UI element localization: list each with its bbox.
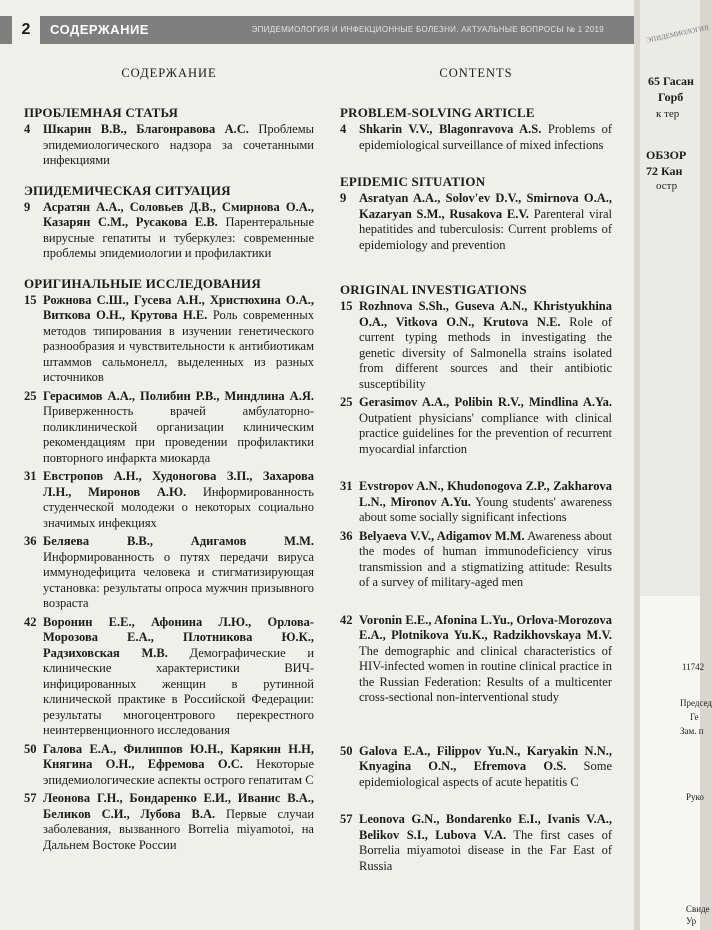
contents-entry[interactable] [340, 529, 612, 591]
entry-page: 42 [340, 612, 353, 627]
entry-title: Приверженность врачей амбулаторно-поликлинической организации клиническим рекомендациям при проведении профилактики повторного инфаркта миокарда [43, 404, 314, 465]
contents-entry[interactable] [24, 791, 314, 853]
contents-entry[interactable] [24, 742, 314, 789]
entry-title: Young students' awareness about some socially significant infections [359, 494, 612, 524]
adjacent-page-text: Зам. п [680, 726, 704, 736]
contents-entry[interactable] [24, 200, 314, 262]
entry-page: 15 [24, 292, 37, 307]
entry-authors: Леонова Г.Н., Бондаренко Е.И., Иванис В.А., Беликов С.И., Лубова В.А. [43, 791, 314, 821]
entry-page: 36 [340, 528, 353, 543]
page-number: 2 [12, 16, 40, 44]
section-heading: ORIGINAL INVESTIGATIONS [340, 282, 527, 297]
contents-title-ru: СОДЕРЖАНИЕ [121, 66, 217, 80]
contents-entry[interactable] [340, 613, 612, 706]
adjacent-page-text: 65 Гасан [648, 74, 694, 88]
contents-entry[interactable] [24, 122, 314, 169]
entry-authors: Voronin E.E., Afonina L.Yu., Orlova-Morozova E.A., Plotnikova Yu.K., Radzikhovskaya M.V. [359, 612, 612, 642]
section-heading: ЭПИДЕМИЧЕСКАЯ СИТУАЦИЯ [24, 182, 231, 198]
entry-authors: Герасимов А.А., Полибин Р.В., Миндлина А.Я. [43, 388, 314, 403]
entry-page: 25 [24, 388, 37, 403]
entry-authors: Gerasimov A.A., Polibin R.V., Mindlina A.Ya. [359, 395, 612, 409]
adjacent-page-text: Ге [690, 712, 699, 722]
entry-page: 57 [340, 812, 353, 826]
section-heading: PROBLEM-SOLVING ARTICLE [340, 105, 535, 120]
entry-authors: Galova E.A., Filippov Yu.N., Karyakin N.N., Knyagina O.N., Efremova O.S. [359, 743, 612, 773]
entry-page: 4 [340, 122, 347, 136]
entry-authors: Shkarin V.V., Blagonravova A.S. [359, 122, 542, 136]
entry-authors: Belyaeva V.V., Adigamov M.M. [359, 528, 525, 543]
entry-title: The first cases of Borrelia miyamotoi disease in the Far East of Russia [359, 827, 612, 873]
entry-title: Информированность студенческой молодежи о некоторых социально значимых инфекциях [43, 484, 314, 530]
contents-entry[interactable] [340, 395, 612, 457]
entry-title: Некоторые эпидемиологические аспекты острого гепатитам С [43, 757, 314, 787]
contents-entry[interactable] [24, 293, 314, 386]
adjacent-page-edge [640, 0, 712, 930]
adjacent-page-text: Ур [686, 916, 697, 926]
entry-title: Первые случаи заболевания, вызванного Borrelia miyamotoi, на Дальнем Востоке России [43, 806, 315, 852]
contents-entry[interactable] [340, 812, 612, 874]
entry-page: 36 [24, 534, 37, 548]
entry-title: Outpatient physicians' compliance with clinical practice guidelines for the prevention of recurrent myocardial infarction [359, 410, 612, 456]
entry-title: Информированность о путях передачи вируса иммунодефицита человека и стигматизирующая установка: результаты опроса мужчин призывного возраста [43, 549, 314, 610]
entry-title: Парентеральные вирусные гепатиты и туберкулез: современные проблемы эпидемиологии и профилактики [43, 215, 314, 260]
entry-page: 42 [24, 614, 37, 629]
adjacent-page-text: Горб [658, 90, 684, 104]
section-heading: ОРИГИНАЛЬНЫЕ ИССЛЕДОВАНИЯ [24, 275, 261, 291]
section-heading: EPIDEMIC SITUATION [340, 174, 486, 189]
contents-entry[interactable] [340, 479, 612, 526]
entry-page: 50 [340, 743, 353, 758]
entry-page: 57 [24, 791, 37, 805]
contents-entry[interactable] [340, 299, 612, 392]
entry-authors: Беляева В.В., Адигамов М.М. [43, 534, 314, 548]
entry-title: Problems of epidemiological surveillance of mixed infections [359, 122, 612, 152]
adjacent-page-text: остр [656, 180, 678, 192]
entry-authors: Шкарин В.В., Благонравова А.С. [43, 122, 249, 136]
entry-title: Role of current typing methods in investigating the genetic diversity of Salmonella strains isolated from different sources and their antibiotic susceptibility [359, 314, 612, 391]
section-heading: ПРОБЛЕМНАЯ СТАТЬЯ [24, 105, 179, 120]
entry-authors: Rozhnova S.Sh., Guseva A.N., Khristyukhina O.A., Vitkova O.N., Krutova N.E. [359, 299, 612, 329]
entry-authors: Галова Е.А., Филиппов Ю.Н., Карякин Н.Н, Княгина О.Н., Ефремова О.С. [43, 741, 314, 771]
adjacent-page-text: 72 Кан [646, 164, 683, 178]
contents-russian-column [24, 66, 314, 856]
entry-page: 31 [340, 479, 353, 493]
adjacent-page-text: 11742 [682, 662, 705, 672]
entry-page: 9 [340, 191, 347, 205]
entry-title: Parenteral viral hepatitides and tuberculosis: Current problems of epidemiology and prevention [359, 206, 613, 252]
entry-title: Проблемы эпидемиологического надзора за сочетанными инфекциями [43, 122, 315, 167]
adjacent-page-text: ОБЗОР [646, 148, 687, 162]
contents-english-column [340, 66, 612, 877]
entry-title: Демографические и клинические характеристики ВИЧ-инфицированных женщин в рутинной клинической практике в Российской Федерации: результаты многоцентрового перекрестного неинтервенционного исследования [43, 645, 315, 737]
contents-entry[interactable] [24, 534, 314, 612]
entry-title: Some epidemiological aspects of acute hepatitis C [359, 759, 613, 789]
entry-title: Роль современных методов типирования в изучении генетического разнообразия и чувствительности к антибиотикам штаммов сальмонелл, выделенных из разных источников [43, 308, 314, 384]
adjacent-page-text: к тер [656, 108, 680, 120]
entry-page: 15 [340, 299, 353, 313]
entry-authors: Leonova G.N., Bondarenko E.I., Ivanis V.A., Belikov S.I., Lubova V.A. [359, 812, 612, 842]
contents-entry[interactable] [24, 469, 314, 531]
contents-entry[interactable] [24, 615, 314, 739]
entry-page: 9 [24, 199, 31, 214]
contents-entry[interactable] [24, 389, 314, 467]
entry-title: Awareness about the modes of human immunodeficiency virus transmission and a stigmatizing attitude: Results of a survey of military-aged men [359, 528, 612, 589]
contents-entry[interactable] [340, 744, 612, 791]
adjacent-page-text: Председ [680, 698, 712, 708]
contents-entry[interactable] [340, 122, 612, 153]
entry-authors: Воронин Е.Е., Афонина Л.Ю., Орлова-Морозова Е.А., Плотникова Ю.К., Радзиховская М.В. [43, 614, 314, 660]
entry-authors: Evstropov A.N., Khudonogova Z.P., Zakharova L.N., Mironov A.Yu. [359, 479, 612, 509]
contents-entry[interactable] [340, 191, 612, 253]
entry-authors: Asratyan A.A., Solov'ev D.V., Smirnova O.A., Kazaryan S.M., Rusakova E.V. [359, 191, 612, 221]
entry-authors: Асратян А.А., Соловьев Д.В., Смирнова О.А., Казарян С.М., Русакова Е.В. [43, 199, 314, 229]
adjacent-page-text: Руко [686, 792, 704, 802]
entry-authors: Рожнова С.Ш., Гусева А.Н., Христюхина О.А., Виткова О.Н., Крутова Н.Е. [43, 292, 314, 322]
entry-title: The demographic and clinical characteristics of HIV-infected women in routine clinical practice in the Russian Federation: Results of a multicenter cross-sectional non-interventional study [359, 643, 612, 704]
entry-page: 4 [24, 122, 31, 136]
entry-page: 31 [24, 469, 37, 483]
adjacent-page-header: ЭПИДЕМИОЛОГИЯ [645, 23, 710, 45]
section-name: СОДЕРЖАНИЕ [50, 22, 149, 37]
adjacent-page-lower [640, 596, 712, 930]
journal-name: ЭПИДЕМИОЛОГИЯ И ИНФЕКЦИОННЫЕ БОЛЕЗНИ. АКТУАЛЬНЫЕ ВОПРОСЫ № 1 2019 [251, 25, 604, 34]
contents-title-en: CONTENTS [439, 66, 513, 80]
entry-page: 50 [24, 741, 37, 756]
adjacent-page-text: Свиде [686, 904, 710, 914]
page-header [0, 16, 634, 44]
entry-authors: Евстропов А.Н., Худоногова З.П., Захарова Л.Н., Миронов А.Ю. [43, 469, 314, 499]
entry-page: 25 [340, 395, 353, 409]
